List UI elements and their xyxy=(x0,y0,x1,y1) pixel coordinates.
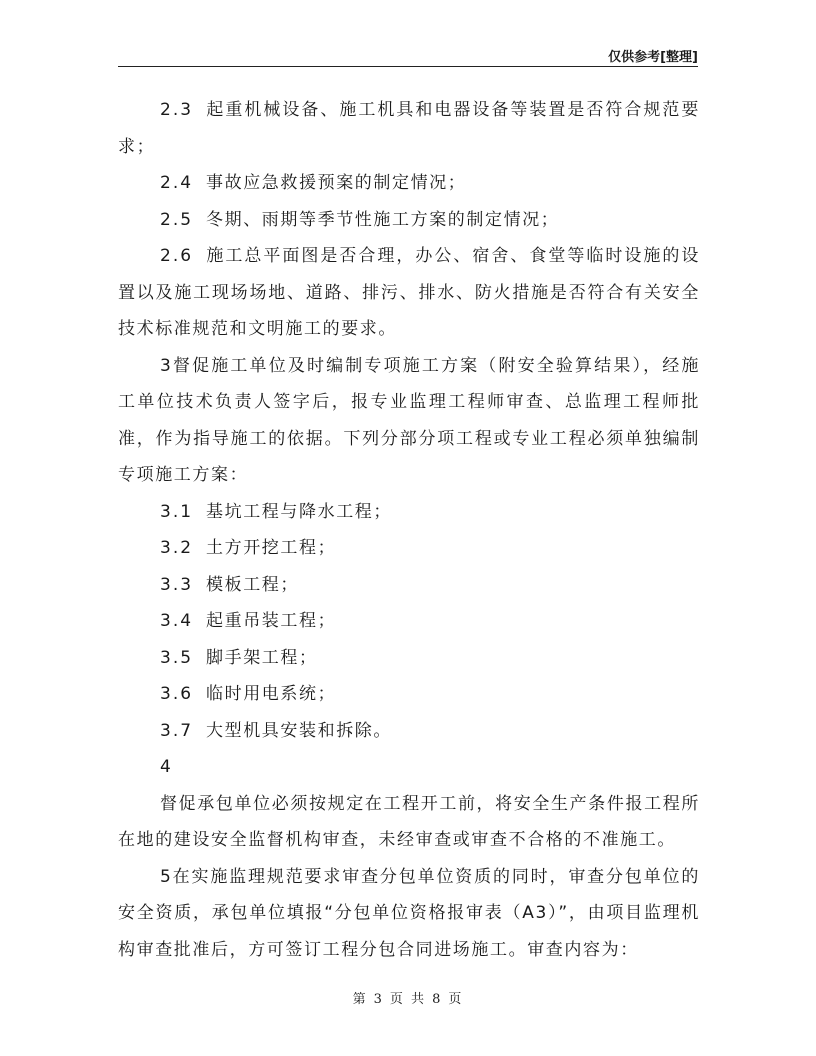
item-2-5 xyxy=(118,202,700,239)
item-number: 3.1 xyxy=(160,501,194,522)
item-number: 2.4 xyxy=(160,173,194,193)
item-3-7 xyxy=(118,713,700,750)
item-text: 事故应急救援预案的制定情况； xyxy=(206,173,467,193)
item-2-3 xyxy=(118,92,700,165)
paragraph-3: 3督促施工单位及时编制专项施工方案（附安全验算结果），经施工单位技术负责人签字后，报专业监理工程师审查、总监理工程师批准，作为指导施工的依据。下列分部分项工程或专业工程必须单独编制专项施工方案： xyxy=(118,355,700,485)
item-number: 3.6 xyxy=(160,684,194,704)
item-text: 冬期、雨期等季节性施工方案的制定情况； xyxy=(206,209,560,230)
paragraph-5: 5在实施监理规范要求审查分包单位资质的同时，审查分包单位的安全资质，承包单位填报“分包单位资格报审表（A3）”，由项目监理机构审查批准后，方可签订工程分包合同进场施工。审查内容为： xyxy=(118,866,700,960)
item-number: 2.5 xyxy=(160,209,194,230)
item-text: 大型机具安装和拆除。 xyxy=(206,720,392,741)
item-number: 3.3 xyxy=(160,574,194,595)
document-body xyxy=(118,92,700,968)
page-header xyxy=(118,44,698,67)
item-number: 2.3 xyxy=(160,100,194,120)
item-3-6 xyxy=(118,676,700,713)
item-text: 临时用电系统； xyxy=(206,684,337,704)
paragraph-4-number: 4 xyxy=(160,757,173,777)
item-number: 3.7 xyxy=(160,720,194,741)
footer-suffix: 页 xyxy=(448,992,464,1007)
item-2-4 xyxy=(118,165,700,202)
item-3-3 xyxy=(118,567,700,604)
item-3-4 xyxy=(118,603,700,640)
item-number: 3.4 xyxy=(160,611,194,631)
item-2-6 xyxy=(118,238,700,348)
footer-mid: 页 共 xyxy=(389,992,427,1007)
item-number: 3.2 xyxy=(160,538,194,558)
page-footer xyxy=(0,988,816,1007)
item-3-2 xyxy=(118,530,700,567)
item-text: 起重吊装工程； xyxy=(206,611,337,631)
item-text: 模板工程； xyxy=(206,574,299,595)
item-text: 脚手架工程； xyxy=(206,647,318,668)
item-text: 起重机械设备、施工机具和电器设备等装置是否符合规范要求； xyxy=(118,100,700,157)
item-text: 施工总平面图是否合理，办公、宿舍、食堂等临时设施的设置以及施工现场场地、道路、排污、排水、防火措施是否符合有关安全技术标准规范和文明施工的要求。 xyxy=(118,246,700,339)
item-number: 2.6 xyxy=(160,246,194,266)
item-3-5 xyxy=(118,640,700,677)
item-number: 3.5 xyxy=(160,647,194,668)
footer-prefix: 第 xyxy=(352,992,368,1007)
header-text: 仅供参考[整理] xyxy=(608,50,698,65)
item-3-1 xyxy=(118,494,700,531)
footer-page-number: 3 xyxy=(373,992,384,1007)
item-text: 土方开挖工程； xyxy=(206,538,337,558)
footer-total-pages: 8 xyxy=(432,992,443,1007)
item-text: 基坑工程与降水工程； xyxy=(206,501,392,522)
paragraph-4: 督促承包单位必须按规定在工程开工前，将安全生产条件报工程所在地的建设安全监督机构审查，未经审查或审查不合格的不准施工。 xyxy=(118,793,700,850)
